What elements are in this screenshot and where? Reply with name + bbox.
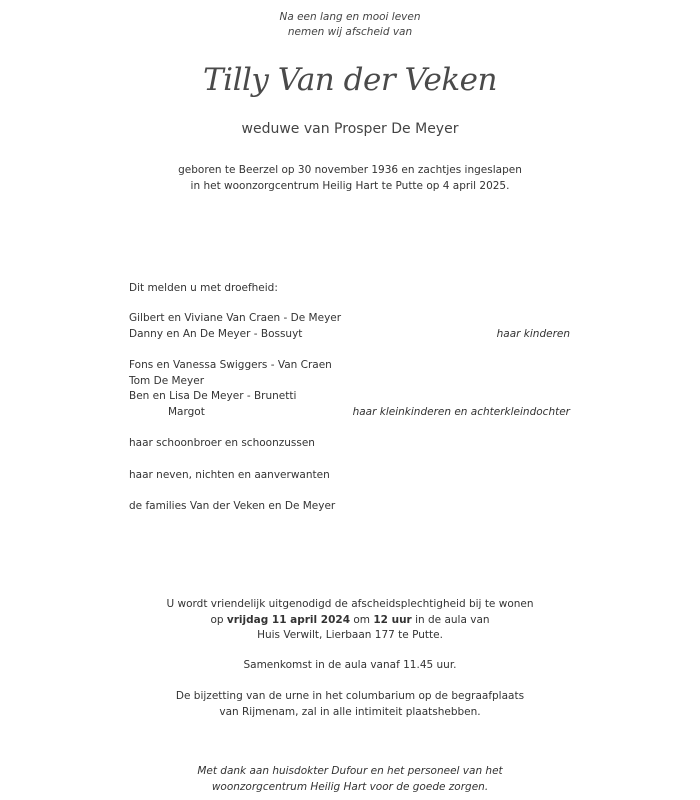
- burial-line-2: van Rijmenam, zal in alle intimiteit plaatshebben.: [219, 705, 481, 718]
- intro-line-1: Na een lang en mooi leven: [279, 11, 421, 23]
- ceremony-date: vrijdag 11 april 2024: [226, 613, 351, 626]
- birth-line-1: geboren te Beerzel op 30 november 1936 en zachtjes ingeslapen: [178, 164, 522, 176]
- ceremony-time: 12 uur: [373, 613, 412, 626]
- gathering-line: Samenkomst in de aula vanaf 11.45 uur.: [243, 659, 457, 671]
- families-line: de families Van der Veken en De Meyer: [129, 500, 336, 512]
- grandchild-name: Fons en Vanessa Swiggers - Van Craen: [129, 359, 332, 371]
- birth-line-2: in het woonzorgcentrum Heilig Hart te Putte op 4 april 2025.: [190, 179, 510, 192]
- invitation-line-3: Huis Verwilt, Lierbaan 177 te Putte.: [257, 629, 443, 641]
- grandchild-name: Tom De Meyer: [129, 375, 205, 387]
- deceased-name: Tilly Van der Veken: [203, 62, 497, 98]
- great-grandchild-name: Margot: [168, 406, 205, 418]
- announce-text: Dit melden u met droefheid:: [129, 282, 278, 294]
- invitation-at: om: [350, 613, 374, 626]
- thanks-text: [0, 764, 700, 795]
- child-name: Gilbert en Viviane Van Craen - De Meyer: [129, 312, 342, 324]
- intro-text: [0, 10, 700, 40]
- child-name: Danny en An De Meyer - Bossuyt: [129, 328, 303, 340]
- thanks-line-1: Met dank aan huisdokter Dufour en het personeel van het: [197, 765, 503, 777]
- intro-line-2: nemen wij afscheid van: [287, 26, 413, 38]
- in-laws-line: haar schoonbroer en schoonzussen: [129, 437, 315, 449]
- burial-info: [0, 689, 700, 720]
- birth-info: [0, 163, 700, 194]
- invitation-location-intro: in de aula van: [411, 613, 490, 626]
- invitation-line-1: U wordt vriendelijk uitgenodigd de afscheidsplechtigheid bij te wonen: [166, 598, 534, 610]
- grandchild-name: Ben en Lisa De Meyer - Brunetti: [129, 390, 297, 402]
- invitation: [0, 597, 700, 644]
- thanks-line-2: woonzorgcentrum Heilig Hart voor de goede zorgen.: [211, 780, 489, 793]
- burial-line-1: De bijzetting van de urne in het columbarium op de begraafplaats: [175, 690, 525, 702]
- nephews-line: haar neven, nichten en aanverwanten: [129, 469, 330, 481]
- invitation-on: op: [210, 613, 227, 626]
- grandchildren-relation: haar kleinkinderen en achterkleindochter: [352, 406, 570, 418]
- children-relation: haar kinderen: [496, 328, 570, 340]
- widow-line: weduwe van Prosper De Meyer: [241, 121, 459, 137]
- invitation-line-2: [0, 613, 700, 629]
